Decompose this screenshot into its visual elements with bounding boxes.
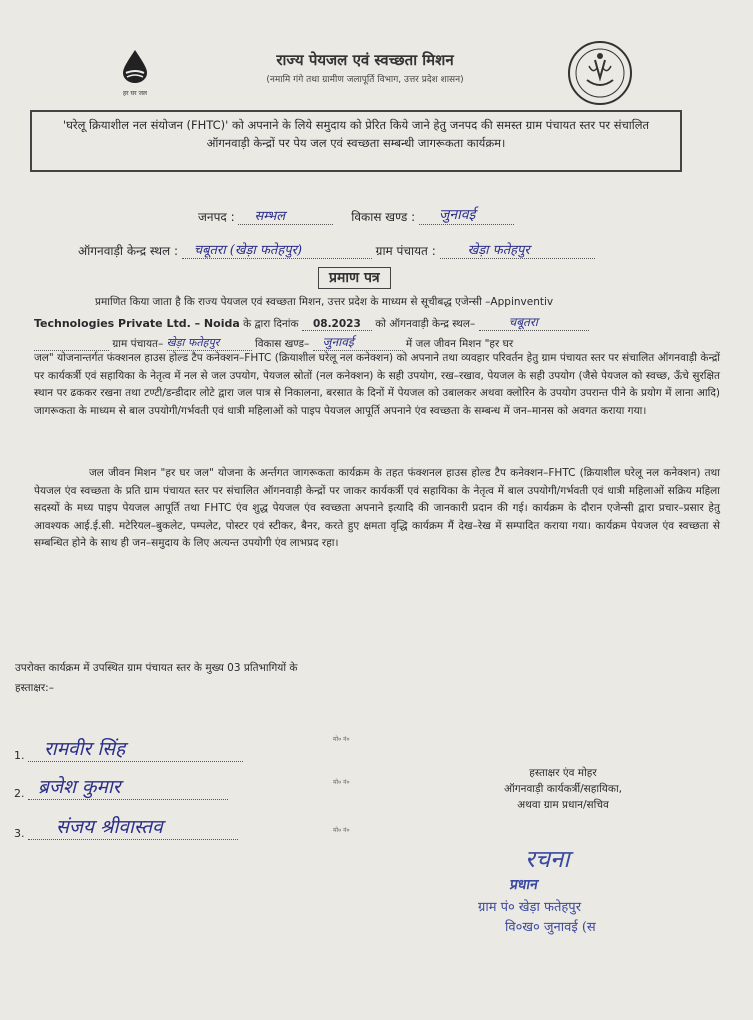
signatory-block (478, 765, 648, 813)
panchayat-label: ग्राम पंचायत : (375, 244, 436, 258)
mission-title: राज्य पेयजल एवं स्वच्छता मिशन (276, 51, 454, 69)
para1-line2 (34, 313, 589, 331)
para1-text-f: विकास खण्ड– (254, 338, 310, 350)
programme-banner (30, 110, 682, 172)
para1-text-g: में जल जीवन मिशन "हर घर (405, 338, 514, 350)
water-drop-icon (117, 48, 153, 84)
logo-tagline: हर घर जल (123, 90, 147, 97)
participant-2-mobile-label: मो० नं० (333, 779, 350, 786)
signatory-line2: ऑगनवाड़ी कार्यकर्त्री/सहायिका, (503, 783, 623, 795)
participant-3-num: 3. (14, 827, 25, 840)
participant-2-num: 2. (14, 787, 25, 800)
stamp-role: प्रधान (508, 877, 540, 893)
centre-row (78, 240, 595, 259)
para1-text-c: के द्वारा दिनांक (243, 318, 299, 330)
mission-subtitle: (नमामि गंगे तथा ग्रामीण जलापूर्ति विभाग, उत्तर प्रदेश शासन) (266, 75, 464, 85)
para2: जल जीवन मिशन "हर घर जल" योजना के अर्न्तगत जागरूकता कार्यक्रम के तहत फंक्शनल हाउस होल्ड टैप कनेक्शन–FHTC (क्रियाशील घरेलू नल कनेक्शन) तथा पेयजल एंव स्वच्छता के प्रति ग्राम पंचायत स्तर पर संचालित ऑगनवाड़ी केन्द्रों पर जाकर कार्यकर्त्री एवं सहायिका के नेतृत्व में बाल उपयोगी/गर्भवती एवं धात्री महिलाओं सक्रिय महिला सदस्यों के मध्य पाइप पेयजल आपूर्ति तथा FHTC एंव शुद्ध पेयजल एंव स्वच्छता अपनाने इत्यादि की जानकारी प्रदान की गई। कार्यक्रम के दौरान एजेन्सी द्वारा प्रचार–प्रसार हेतु आवश्यक आई.ई.सी. मटेरियल–बुकलेट, पम्पलेट, पोस्टर एवं स्टीकर, बैनर, करते हुए क्षमता वृद्धि कार्यक्रम मैं देख–रेख में सम्पादित कराया गया। कार्यक्रम पेयजल एंव स्वच्छता से सम्बन्धित होने के साथ ही जन–समुदाय के लिए अत्यन्त उपयोगी एंव लाभप्रद रहा। (34, 467, 720, 549)
signature-label: हस्ताक्षर:– (15, 682, 54, 694)
district-value: सम्भल (254, 209, 286, 224)
block-fill: जुनावई (322, 335, 354, 349)
participant-2 (14, 773, 228, 800)
stamp-line1: ग्राम पं० खेड़ा फतेहपुर (478, 900, 582, 915)
signatory-line3: अथवा ग्राम प्रधान/सचिव (517, 799, 609, 811)
agency-name: Technologies Private Ltd. – Noida (34, 317, 240, 330)
participant-1-mobile-label: मो० नं० (333, 736, 350, 743)
para1-line1 (95, 294, 715, 312)
centre-value: चबूतरा (खेड़ा फतेहपुर) (193, 243, 303, 258)
stamp-line2: वि०ख० जुनावई (स (505, 920, 596, 935)
centre-label: ऑगनवाड़ी केन्द्र स्थल : (78, 244, 179, 258)
stamp-signature: रचना (525, 845, 570, 873)
signatory-line1: हस्ताक्षर एंव मोहर (529, 767, 597, 779)
block-label: विकास खण्ड : (351, 210, 416, 224)
district-row (198, 205, 514, 225)
participant-3 (14, 813, 238, 840)
centre-fill: चबूतरा (508, 315, 538, 329)
state-emblem-icon (565, 38, 635, 108)
participant-1-signature: रामवीर सिंह (44, 738, 126, 760)
participant-3-mobile-label: मो० नं० (333, 827, 350, 834)
district-label: जनपद : (198, 210, 235, 224)
para1-text-e: ग्राम पंचायत– (112, 338, 164, 350)
programme-date: 08.2023 (312, 318, 361, 330)
participant-1-num: 1. (14, 749, 25, 762)
para1-line3 (34, 333, 513, 351)
para1-text-a: प्रमाणित किया जाता है कि राज्य पेयजल एवं स्वच्छता मिशन, उत्तर प्रदेश के माध्यम से सूचीबद्ध एजेन्सी –Appinventiv (95, 296, 554, 308)
participant-1 (14, 735, 243, 762)
para1-rest: जल" योजनान्तर्गत फंक्शनल हाउस होल्ड टैप कनेक्शन–FHTC (क्रियाशील घरेलू नल कनेक्शन) को अपनाने तथा व्यवहार परिवर्तन हेतु ग्राम पंचायत स्तर पर संचालित ऑगनवाड़ी केन्द्रों पर कार्यकर्त्री एवं सहायिका के नेतृत्व में नल से जल उपयोग, पेयजल स्रोतों (नल कनेक्शन) के सही उपयोग, रख–रखाव, पेयजल के सही उपयोग (जैसे पेयजल को स्वच्छ, ऊँचे सुरक्षित स्थान पर ढककर रखना तथा टण्टी/डन्डीदार लोटे द्वारा जल पात्र से निकालना, बरसात के दिनों में पेयजल को उबालकर अथवा क्लोरिन के उपयोग उपरान्त पीने के प्रयोग में लाना आदि) जागरूकता के माध्यम से बाल उपयोगी/गर्भवती एवं धात्री महिलाओं को पाइप पेयजल आपूर्ति अपनाने एंव स्वच्छता के सम्बन्ध में जन–मानस को अवगत कराया गया। (34, 352, 720, 417)
participant-3-signature: संजय श्रीवास्तव (56, 816, 163, 838)
participants-intro: उपरोक्त कार्यक्रम में उपस्थित ग्राम पंचायत स्तर के मुख्य 03 प्रतिभागियों के (15, 662, 298, 674)
village-fill: खेड़ा फतेहपुर (166, 336, 220, 349)
har-ghar-jal-logo (110, 48, 160, 97)
participant-2-signature: ब्रजेश कुमार (38, 776, 121, 798)
block-value: जुनावई (438, 207, 476, 223)
banner-text: 'घरेलू क्रियाशील नल संयोजन (FHTC)' को अपनाने के लिये समुदाय को प्रेरित किये जाने हेतु जनपद की समस्त ग्राम पंचायत स्तर पर संचालित ऑगनवाड़ी केन्द्रों पर पेय जल एवं स्वच्छता सम्बन्धी जागरूकता कार्यक्रम। (62, 118, 650, 150)
certificate-title: प्रमाण पत्र (318, 267, 391, 289)
para1-text-d: को ऑगनवाड़ी केन्द्र स्थल– (375, 318, 476, 330)
panchayat-value: खेड़ा फतेहपुर (467, 243, 530, 258)
